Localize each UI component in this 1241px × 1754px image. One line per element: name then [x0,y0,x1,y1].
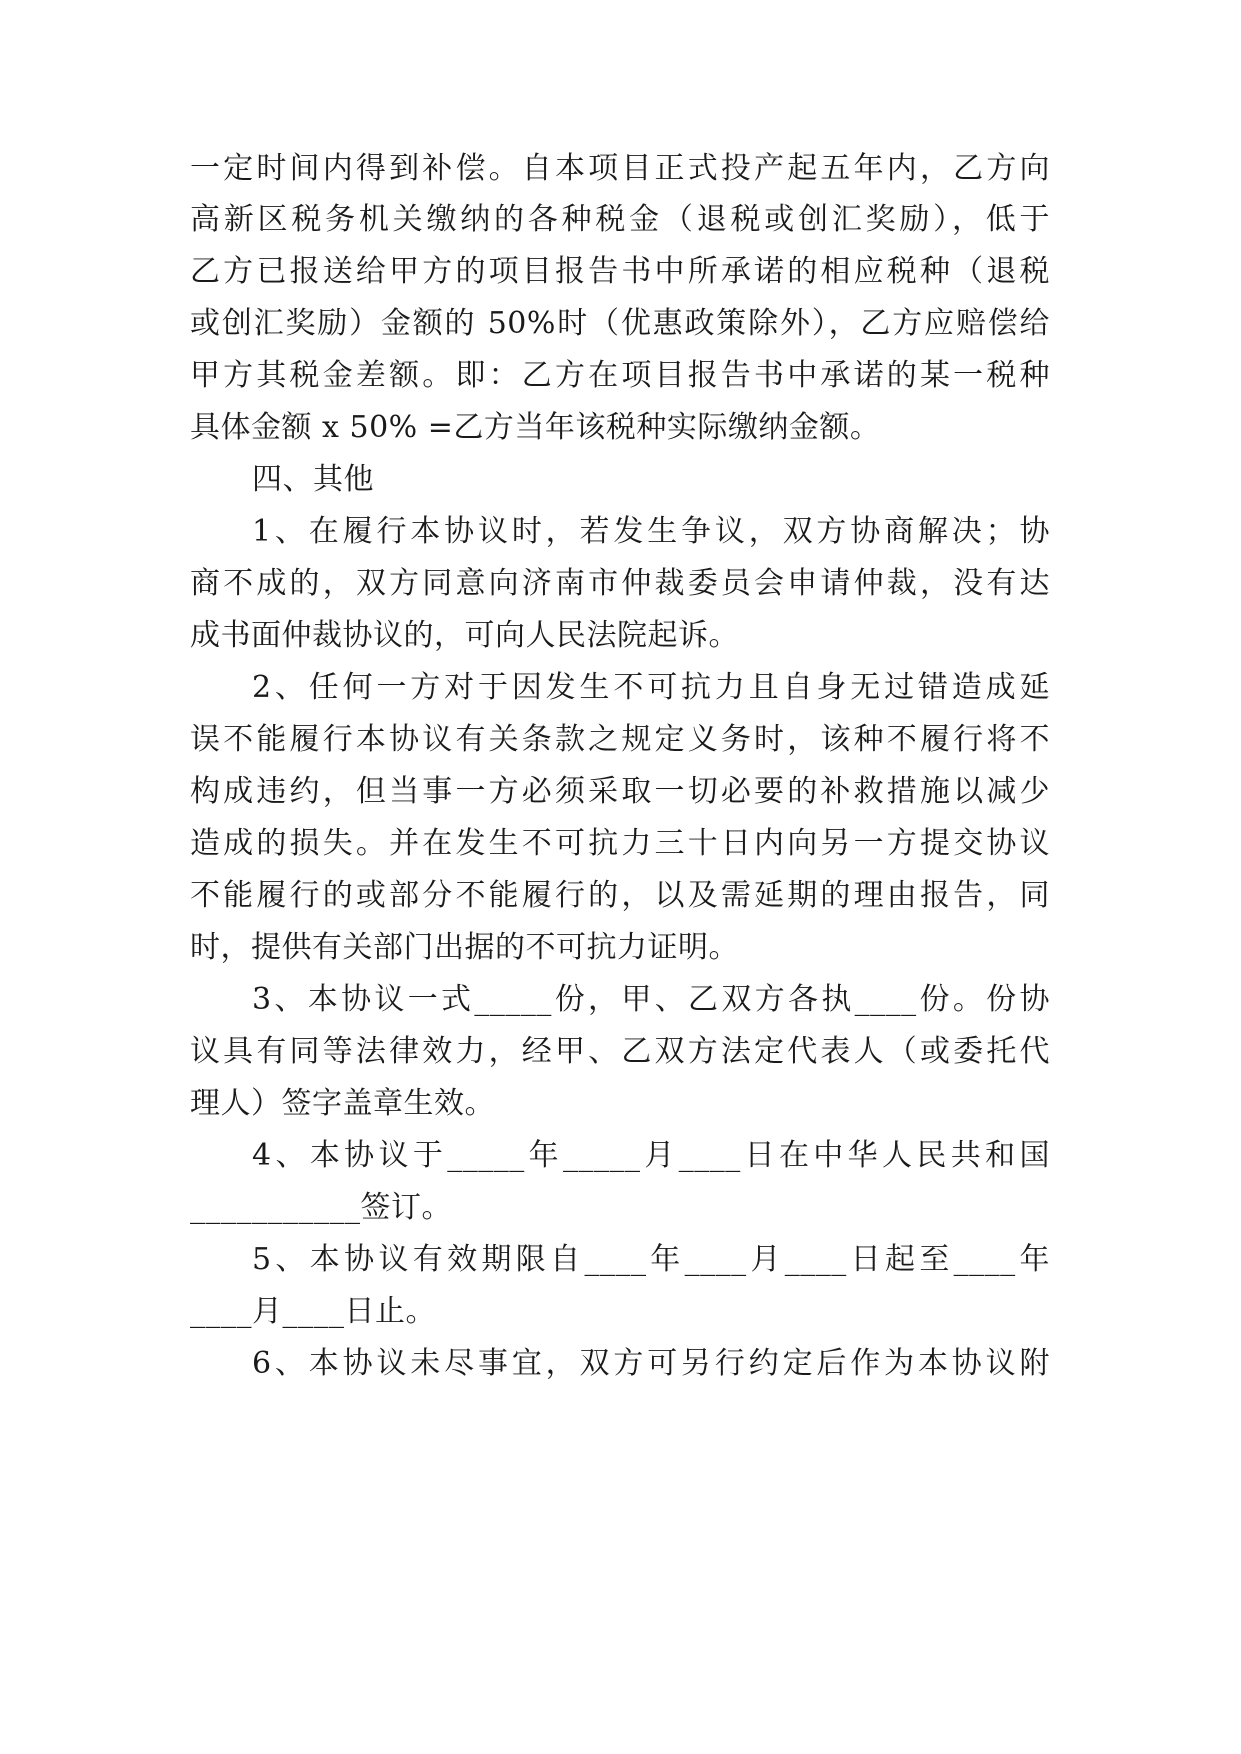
text-line: 造成的损失。并在发生不可抗力三十日内向另一方提交协议 [190,826,1050,861]
text-line: 甲方其税金差额。即：乙方在项目报告书中承诺的某一税种 [190,358,1050,393]
text-line: 议具有同等法律效力，经甲、乙双方法定代表人（或委托代 [190,1034,1050,1069]
text-line: 商不成的，双方同意向济南市仲裁委员会申请仲裁，没有达 [190,566,1050,601]
text-line: 构成违约，但当事一方必须采取一切必要的补救措施以减少 [190,774,1050,809]
text-line: ____月____日止。 [190,1294,436,1329]
text-line: 4、本协议于_____年_____月____日在中华人民共和国 [252,1138,1050,1173]
text-line: 2、任何一方对于因发生不可抗力且自身无过错造成延 [252,670,1050,705]
text-line: 不能履行的或部分不能履行的，以及需延期的理由报告，同 [190,878,1050,913]
text-line: 6、本协议未尽事宜，双方可另行约定后作为本协议附 [252,1346,1050,1381]
text-line: 高新区税务机关缴纳的各种税金（退税或创汇奖励），低于 [190,202,1050,237]
text-line: 误不能履行本协议有关条款之规定义务时，该种不履行将不 [190,722,1050,757]
text-line: ___________签订。 [190,1190,452,1225]
text-line: 成书面仲裁协议的，可向人民法院起诉。 [190,618,739,653]
text-line: 时，提供有关部门出据的不可抗力证明。 [190,930,739,965]
text-line: 乙方已报送给甲方的项目报告书中所承诺的相应税种（退税 [190,254,1050,289]
text-line: 理人）签字盖章生效。 [190,1086,495,1121]
text-line: 一定时间内得到补偿。自本项目正式投产起五年内，乙方向 [190,151,1050,186]
text-line: 或创汇奖励）金额的 50%时（优惠政策除外），乙方应赔偿给 [190,306,1050,341]
text-line: 5、本协议有效期限自____年____月____日起至____年 [252,1242,1050,1277]
text-line: 具体金额 x 50% =乙方当年该税种实际缴纳金额。 [190,410,881,445]
text-line: 3、本协议一式_____份，甲、乙双方各执____份。份协 [252,982,1050,1017]
text-line: 1、在履行本协议时，若发生争议，双方协商解决；协 [252,514,1050,549]
section-heading: 四、其他 [252,462,374,497]
